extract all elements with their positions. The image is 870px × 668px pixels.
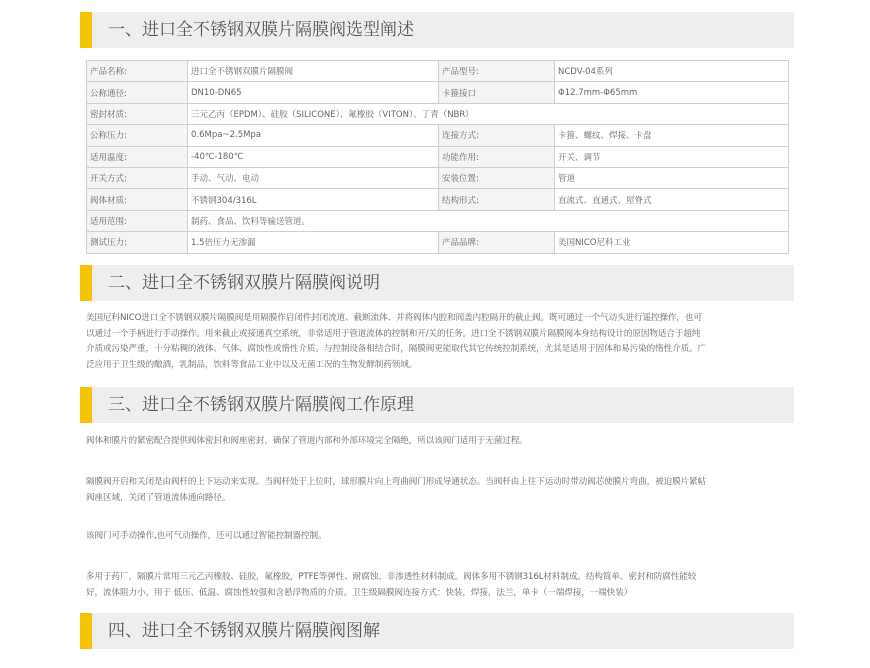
principle-paragraph-1 [86, 434, 790, 450]
section-title: 一、进口全不锈钢双膜片隔膜阀选型阐述 [108, 20, 414, 40]
table-row [87, 82, 789, 103]
spec-value: 手动、气动、电动 [188, 167, 439, 188]
principle-paragraph-2 [86, 475, 790, 506]
accent-bar [80, 12, 92, 48]
accent-bar [80, 265, 92, 301]
spec-value: 进口全不锈钢双膜片隔膜阀 [188, 61, 439, 82]
spec-value: 卡箍、螺纹、焊接、卡盘 [555, 125, 789, 146]
spec-label: 测试压力: [87, 232, 188, 253]
table-row [87, 61, 789, 82]
spec-value: 美国NICO尼科工业 [555, 232, 789, 253]
spec-label: 产品型号: [439, 61, 555, 82]
spec-value: 三元乙丙（EPDM）、硅胶（SILICONE）、氟橡胶（VITON）、丁青（NBR） [188, 103, 789, 124]
section-title: 二、进口全不锈钢双膜片隔膜阀说明 [108, 273, 380, 293]
table-row [87, 146, 789, 167]
text-line: 阀体和膜片的紧密配合提供阀体密封和阀座密封，确保了管道内部和外部环境完全隔绝，所以该阀门适用于无菌过程。 [86, 436, 528, 446]
spec-table [86, 60, 789, 254]
spec-label: 产品品牌: [439, 232, 555, 253]
section-header-3 [80, 387, 794, 423]
accent-bar [80, 613, 92, 649]
spec-value: 直流式、直通式、屋脊式 [555, 189, 789, 210]
section-header-1 [80, 12, 794, 48]
spec-value: 0.6Mpa~2.5Mpa [188, 125, 439, 146]
spec-label: 开关方式: [87, 167, 188, 188]
text-line: 多用于药厂，隔膜片常用三元乙丙橡胶、硅胶，氟橡胶，PTFE等弹性、耐腐蚀、非渗透性材料制成。阀体多用不锈钢316L材料制成。结构简单、密封和防腐性能较 [86, 572, 697, 582]
spec-value: 开关、调节 [555, 146, 789, 167]
text-line: 隔膜阀开启和关闭是由阀杆的上下运动来实现。当阀杆处于上位时，球形膜片向上弯曲阀门形成导通状态。当阀杆由上往下运动时带动阀芯使膜片弯曲，被迫膜片紧帖 [86, 477, 707, 487]
section-header-4 [80, 613, 794, 649]
description-paragraph [86, 311, 790, 373]
spec-value: 制药、食品、饮料等输送管道。 [188, 210, 789, 231]
spec-label: 连接方式: [439, 125, 555, 146]
spec-value: 1.5倍压力无渗漏 [188, 232, 439, 253]
table-row [87, 167, 789, 188]
spec-label: 结构形式: [439, 189, 555, 210]
table-row [87, 189, 789, 210]
spec-label: 适用温度: [87, 146, 188, 167]
section-title: 四、进口全不锈钢双膜片隔膜阀图解 [108, 621, 380, 641]
spec-value: Φ12.7mm-Φ65mm [555, 82, 789, 103]
text-line: 以通过一个手柄进行手动操作。用来截止或接通真空系统，非常适用于管道流体的控制和开/关的任务。进口全不锈钢双膜片隔膜阀本身结构设计的原因物适合于超纯 [86, 328, 701, 339]
text-line: 好，流体阻力小。用于 低压、低温、腐蚀性较强和含悬浮物质的介质。卫生级隔膜阀连接方式：快装，焊接，法兰，单卡（一端焊接，一端快装） [86, 587, 633, 598]
spec-label: 安装位置: [439, 167, 555, 188]
spec-label: 卡箍接口 [439, 82, 555, 103]
text-line: 介质或污染严重，十分粘稠的液体、气体、腐蚀性或惰性介质。与控制设备相结合时，隔膜阀更能取代其它传统控制系统，尤其是适用于固体和易污染的惰性介质。广 [86, 344, 707, 354]
accent-bar [80, 387, 92, 423]
table-row [87, 210, 789, 231]
spec-label: 产品名称: [87, 61, 188, 82]
principle-paragraph-4 [86, 570, 790, 601]
spec-label: 公称压力: [87, 125, 188, 146]
spec-label: 阀体材质: [87, 189, 188, 210]
section-title: 三、进口全不锈钢双膜片隔膜阀工作原理 [108, 395, 414, 415]
principle-paragraph-3 [86, 529, 790, 545]
spec-value: 不锈钢304/316L [188, 189, 439, 210]
section-header-2 [80, 265, 794, 301]
spec-label: 公称通径: [87, 82, 188, 103]
text-line: 泛应用于卫生级的酿酒，乳制品，饮料等食品工业中以及无菌工况的生物发酵制药领域。 [86, 359, 418, 370]
spec-value: NCDV-04系列 [555, 61, 789, 82]
spec-value: -40℃-180℃ [188, 146, 439, 167]
spec-label: 密封材质: [87, 103, 188, 124]
spec-label: 适用范围: [87, 210, 188, 231]
table-row [87, 232, 789, 253]
table-row [87, 103, 789, 124]
table-row [87, 125, 789, 146]
spec-value: 管道 [555, 167, 789, 188]
text-line: 美国尼科NICO进口全不锈钢双膜片隔膜阀是用隔膜作启闭件封闭流道、截断流体、并将阀体内腔和阀盖内腔隔开的截止阀。既可通过一个气动头进行遥控操作，也可 [86, 313, 702, 323]
spec-value: DN10-DN65 [188, 82, 439, 103]
spec-label: 功能作用: [439, 146, 555, 167]
text-line: 阀座区域，关闭了管道流体通向路径。 [86, 492, 231, 503]
text-line: 该阀门可手动操作,也可气动操作，还可以通过智能控制器控制。 [86, 531, 327, 541]
